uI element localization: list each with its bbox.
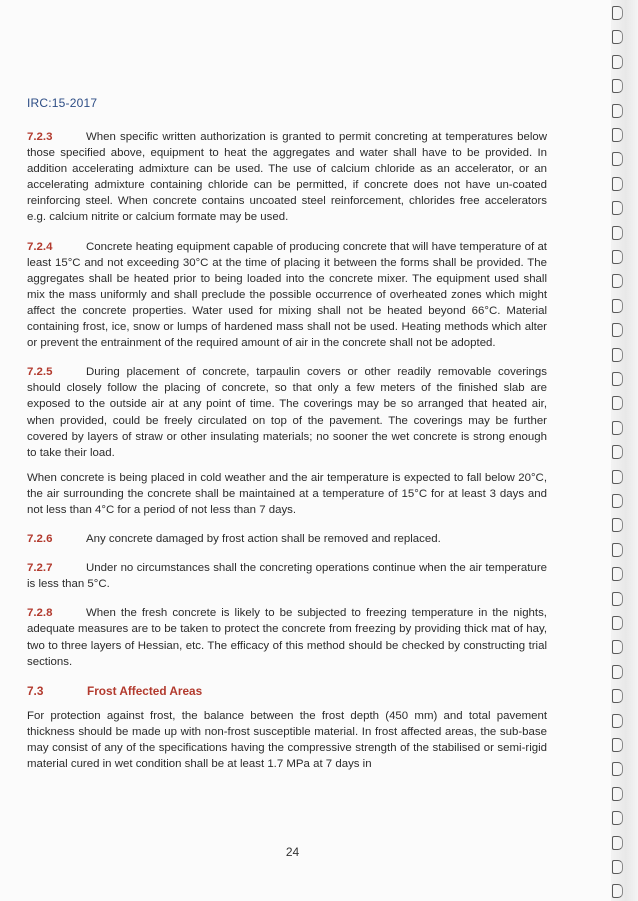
- paragraph-7-2-8: [27, 605, 547, 669]
- clause-number: 7.2.5: [27, 366, 53, 379]
- binding-ring: [612, 6, 623, 20]
- section-heading-7-3: [27, 683, 547, 699]
- binding-ring: [612, 811, 623, 825]
- binding-ring: [612, 201, 623, 215]
- clause-text: When the fresh concrete is likely to be subjected to freezing temperature in the nights, adequate measures are to be taken to protect the concrete from freezing by providing thick mat of hay, two to three layers of Hessian, etc. The efficacy of this method should be checked by constructing trial sections.: [27, 607, 547, 668]
- binding-ring: [612, 177, 623, 191]
- clause-number: 7.2.7: [27, 562, 53, 575]
- section-number: 7.3: [27, 683, 44, 698]
- paragraph-7-2-6: [27, 531, 547, 547]
- binding-ring: [612, 55, 623, 69]
- document-header: IRC:15-2017: [27, 96, 98, 110]
- section-title: Frost Affected Areas: [87, 683, 203, 698]
- clause-number: 7.2.4: [27, 240, 53, 253]
- binding-ring: [612, 884, 623, 898]
- binding-ring: [612, 640, 623, 654]
- binding-ring: [612, 762, 623, 776]
- binding-ring: [612, 665, 623, 679]
- document-body: [27, 129, 547, 785]
- clause-text: When concrete is being placed in cold weather and the air temperature is expected to fall below 20°C, the air surrounding the concrete shall be maintained at a temperature of 15°C for at least 3 days and not less than 4°C for a period of not less than 7 days.: [27, 471, 547, 516]
- clause-text: When specific written authorization is granted to permit concreting at temperatures below those specified above, equipment to heat the aggregates and water shall have to be provided. In addition accelerating admixture can be used. The use of calcium chloride as an accelerator, or an accelerating admixture containing chloride can be permitted, if concrete does not have un-coated reinforcing steel. When concrete contains uncoated steel reinforcement, chlorides free accelerators e.g. calcium nitrite or calcium formate may be used.: [27, 131, 547, 224]
- clause-number: 7.2.3: [27, 131, 53, 143]
- clause-number: 7.2.6: [27, 533, 53, 546]
- binding-ring: [612, 543, 623, 557]
- binding-ring: [612, 616, 623, 630]
- binding-ring: [612, 323, 623, 337]
- paragraph-7-3: [27, 708, 547, 772]
- binding-ring: [612, 299, 623, 313]
- binding-ring: [612, 372, 623, 386]
- section-text: For protection against frost, the balance between the frost depth (450 mm) and total pavement thickness should be made up with non-frost susceptible material. In frost affected areas, the sub-base may consist of any of the specifications having the compressive strength of the stabilised or semi-rigid material cured in wet condition shall be at least 1.7 MPa at 7 days in: [27, 709, 547, 771]
- binding-ring: [612, 396, 623, 410]
- clause-text: During placement of concrete, tarpaulin covers or other readily removable coverings should closely follow the placing of concrete, so that only a few meters of the finished slab are exposed to the outside air at any point of time. The coverings may be so arranged that heated air, when provided, could be freely circulated on top of the pavement. The coverings may be further covered by layers of straw or other insulating materials; no sooner the wet concrete is strong enough to take their load.: [27, 366, 547, 459]
- binding-ring: [612, 274, 623, 288]
- clause-text: Concrete heating equipment capable of producing concrete that will have temperature of at least 15°C and not exceeding 30°C at the time of placing it between the forms shall be provided. The aggregates shall be heated prior to being loaded into the concrete mixer. The equipment used shall mix the mass uniformly and shall preclude the possible occurrence of overheated zones which might affect the concrete properties. Water used for mixing shall not be heated beyond 66°C. Material containing frost, ice, snow or lumps of hardened mass shall not be used. Heating methods which alter or prevent the entrainment of the required amount of air in the concrete shall not be adopted.: [27, 240, 547, 350]
- binding-ring: [612, 348, 623, 362]
- page-number: 24: [285, 845, 300, 859]
- paragraph-7-2-5: [27, 364, 547, 461]
- binding-ring: [612, 421, 623, 435]
- binding-ring: [612, 860, 623, 874]
- binding-ring: [612, 836, 623, 850]
- binding-ring: [612, 567, 623, 581]
- paragraph-7-2-3: [27, 129, 547, 226]
- paragraph-cold-weather: [27, 470, 547, 518]
- binding-ring: [612, 738, 623, 752]
- binding-ring: [612, 128, 623, 142]
- binding-ring: [612, 445, 623, 459]
- clause-text: Any concrete damaged by frost action shall be removed and replaced.: [86, 533, 441, 546]
- binding-ring: [612, 592, 623, 606]
- binding-ring: [612, 79, 623, 93]
- binding-ring: [612, 787, 623, 801]
- binding-ring: [612, 30, 623, 44]
- binding-ring: [612, 470, 623, 484]
- clause-text: Under no circumstances shall the concreting operations continue when the air temperature is less than 5°C.: [27, 562, 547, 591]
- binding-ring: [612, 689, 623, 703]
- binding-ring: [612, 714, 623, 728]
- binding-ring: [612, 250, 623, 264]
- paragraph-7-2-4: [27, 239, 547, 352]
- clause-number: 7.2.8: [27, 607, 53, 620]
- binding-ring: [612, 494, 623, 508]
- binding-ring: [612, 518, 623, 532]
- paragraph-7-2-7: [27, 560, 547, 592]
- binding-ring: [612, 226, 623, 240]
- binding-ring: [612, 152, 623, 166]
- binding-ring: [612, 104, 623, 118]
